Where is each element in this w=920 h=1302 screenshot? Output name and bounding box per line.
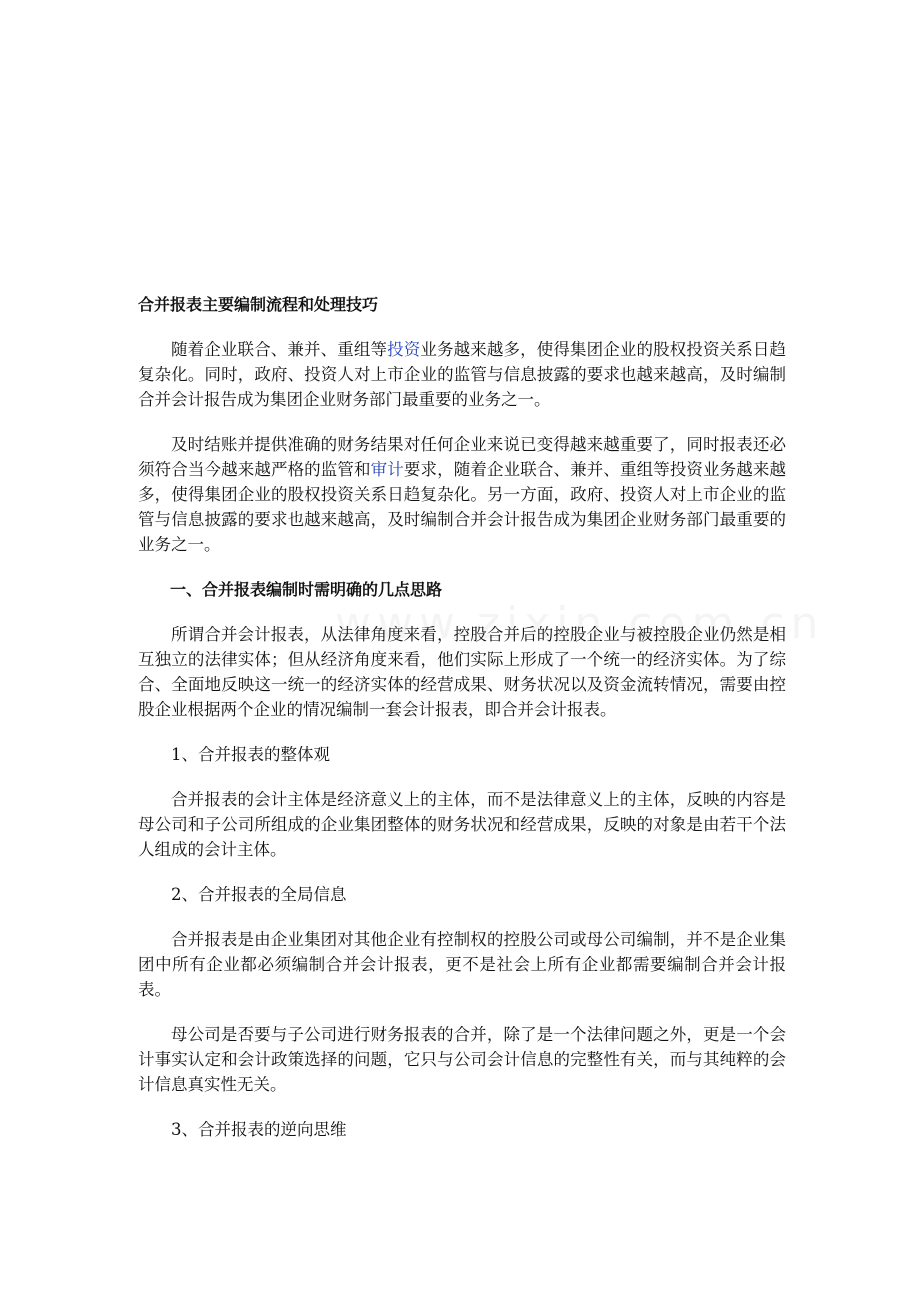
paragraph-parent-company: 母公司是否要与子公司进行财务报表的合并，除了是一个法律问题之外，更是一个会计事实认定和会计政策选择的问题，它只与公司会计信息的完整性有关，而与其纯粹的会计信息真实性无关。 [138, 1025, 786, 1094]
paragraph-consolidated-definition: 所谓合并会计报表，从法律角度来看，控股合并后的控股企业与被控股企业仍然是相互独立的法律实体；但从经济角度来看，他们实际上形成了一个统一的经济实体。为了综合、全面地反映这一统一的经济实体的经营成果、财务状况以及资金流转情况，需要由控股企业根据两个企业的情况编制一套会计报表，即合并会计报表。 [138, 625, 786, 719]
paragraph-text: 要求，随着企业联合、兼并、重组等投资业务越来越多，使得集团企业的股权投资关系日趋复杂化。另一方面，政府、投资人对上市企业的监管与信息披露的要求也越来越高，及时编制合并会计报告成为集团企业财务部门最重要的业务之一。 [138, 460, 787, 554]
link-audit[interactable]: 审计 [370, 460, 404, 479]
paragraph-text: 业务越来越多，使得集团企业的股权投资关系日趋复杂化。同时，政府、投资人对上市企业的监管与信息披露的要求也越来越高，及时编制合并会计报告成为集团企业财务部门最重要的业务之一。 [138, 340, 786, 409]
section-heading-1: 一、合并报表编制时需明确的几点思路 [170, 580, 443, 599]
link-investment[interactable]: 投资 [387, 340, 421, 359]
paragraph-overall-view: 合并报表的会计主体是经济意义上的主体，而不是法律意义上的主体，反映的内容是母公司和子公司所组成的企业集团整体的财务状况和经营成果，反映的对象是由若干个法人组成的会计主体。 [138, 790, 786, 859]
document-title: 合并报表主要编制流程和处理技巧 [138, 295, 379, 314]
subheading-global-info: 2、合并报表的全局信息 [171, 885, 347, 904]
paragraph-global-info: 合并报表是由企业集团对其他企业有控制权的控股公司或母公司编制，并不是企业集团中所有企业都必须编制合并会计报表，更不是社会上所有企业都需要编制合并会计报表。 [138, 930, 786, 999]
paragraph-intro [138, 337, 786, 412]
subheading-overall-view: 1、合并报表的整体观 [171, 745, 330, 764]
paragraph-closing-accounts [138, 432, 786, 557]
subheading-reverse-thinking: 3、合并报表的逆向思维 [171, 1120, 347, 1139]
paragraph-text: 及时结账并提供准确的财务结果对任何企业来说已变得越来越重要了，同时报表还必须符合当今越来越严格的监管和 [138, 435, 786, 479]
document-body [138, 292, 786, 1162]
paragraph-text: 随着企业联合、兼并、重组等 [171, 340, 388, 359]
